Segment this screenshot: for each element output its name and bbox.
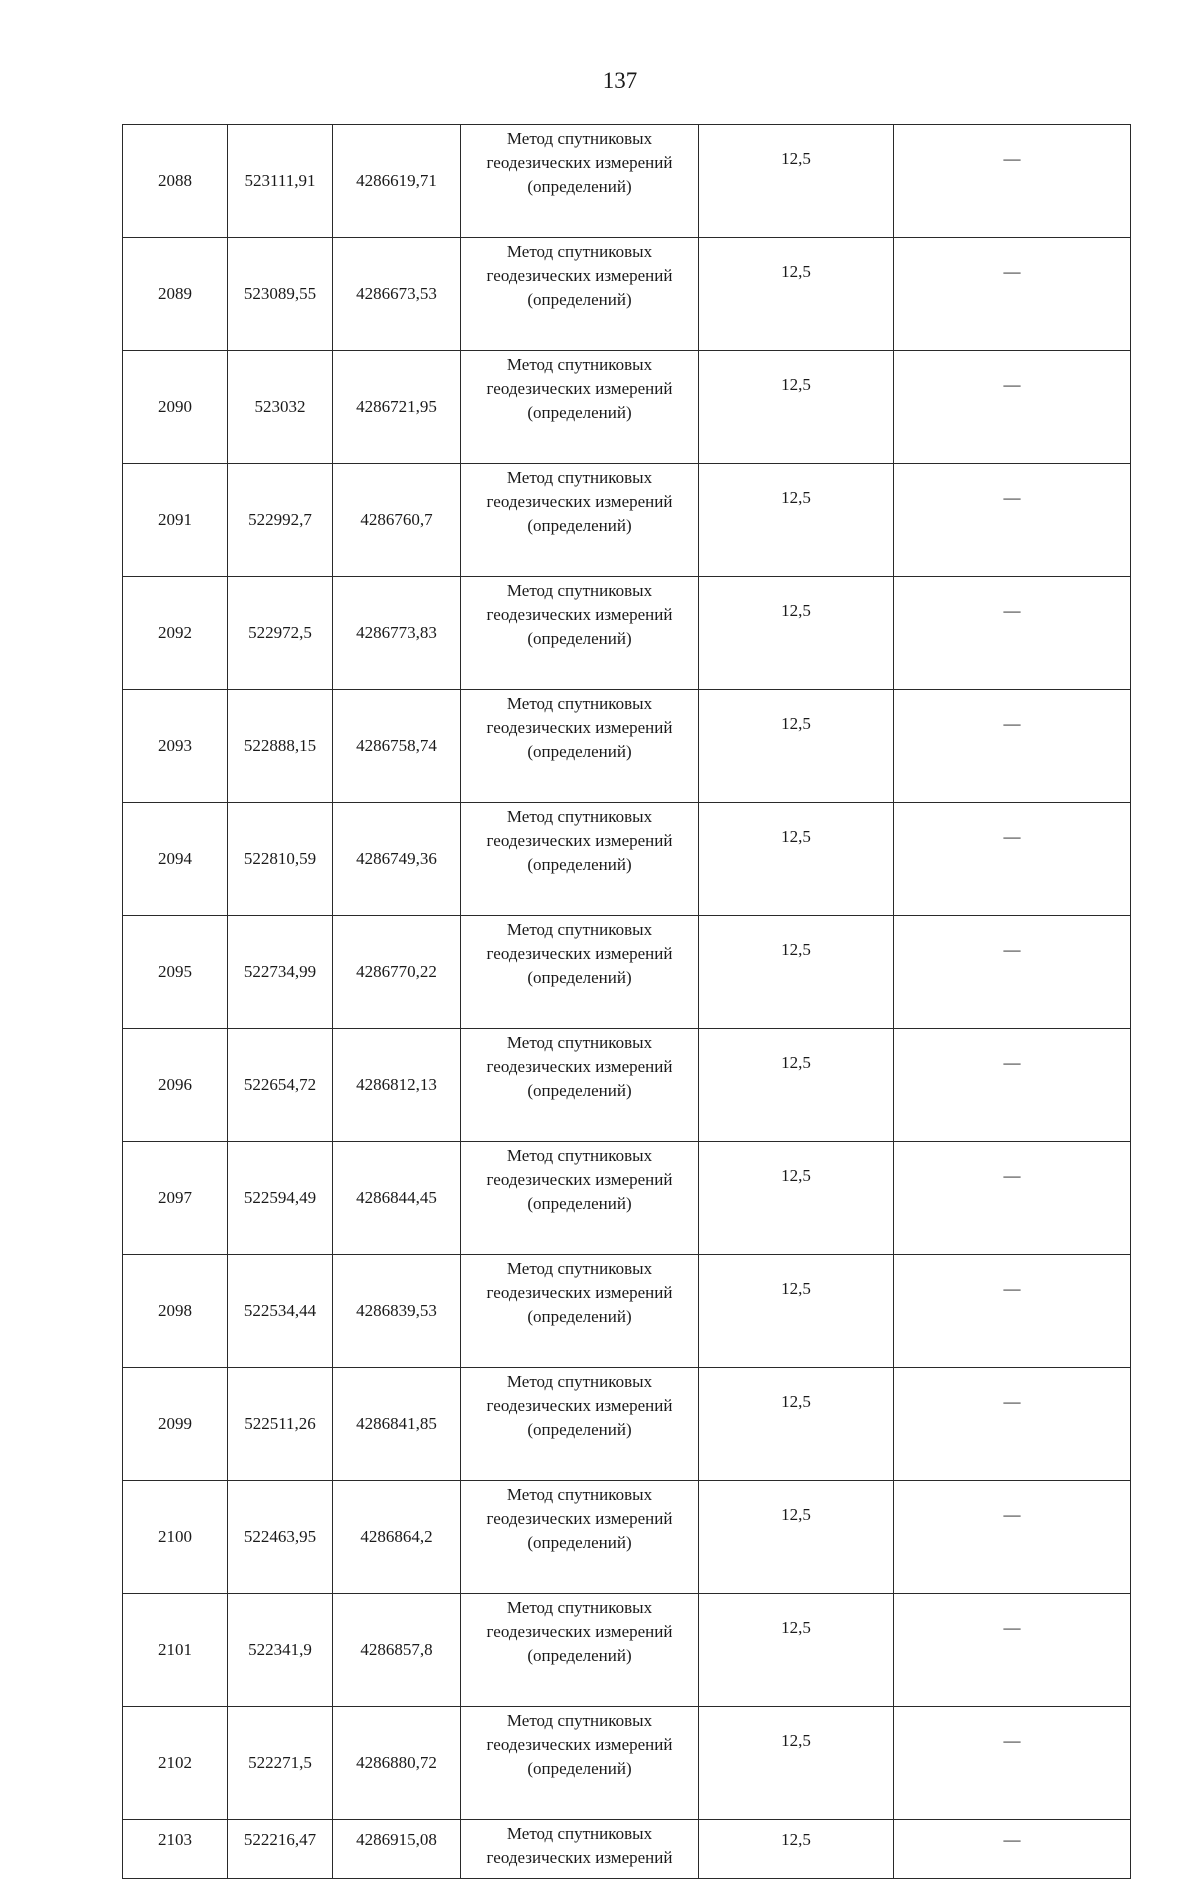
remark-dash: — [894,464,1131,577]
table-row [123,916,1131,1029]
remark-dash: — [894,1142,1131,1255]
remark-dash: — [894,1820,1131,1879]
coordinate-x: 522654,72 [228,1029,333,1142]
coordinate-x: 522810,59 [228,803,333,916]
table-row [123,690,1131,803]
method-cell [461,577,699,690]
method-cell [461,1820,699,1879]
accuracy-value: 12,5 [699,1368,894,1481]
table-row [123,1594,1131,1707]
coordinate-y: 4286857,8 [333,1594,461,1707]
method-text: Метод спутниковых геодезических измерений (определений) [486,242,673,309]
point-number: 2092 [123,577,228,690]
accuracy-value: 12,5 [699,916,894,1029]
coordinate-y: 4286839,53 [333,1255,461,1368]
method-cell [461,238,699,351]
point-number: 2091 [123,464,228,577]
coordinate-y: 4286880,72 [333,1707,461,1820]
table-row [123,577,1131,690]
remark-dash: — [894,577,1131,690]
coordinate-y: 4286841,85 [333,1368,461,1481]
point-number: 2090 [123,351,228,464]
coordinate-x: 523111,91 [228,125,333,238]
coordinate-y: 4286812,13 [333,1029,461,1142]
method-cell [461,690,699,803]
coordinates-table [122,124,1131,1879]
coordinate-x: 522341,9 [228,1594,333,1707]
point-number: 2097 [123,1142,228,1255]
coordinate-x: 522534,44 [228,1255,333,1368]
coordinate-y: 4286770,22 [333,916,461,1029]
method-cell [461,1481,699,1594]
remark-dash: — [894,1481,1131,1594]
accuracy-value: 12,5 [699,464,894,577]
accuracy-value: 12,5 [699,690,894,803]
coordinate-x: 522271,5 [228,1707,333,1820]
remark-dash: — [894,690,1131,803]
table-row [123,1707,1131,1820]
coordinate-x: 522888,15 [228,690,333,803]
coordinate-x: 522216,47 [228,1820,333,1879]
method-text: Метод спутниковых геодезических измерений (определений) [486,807,673,874]
accuracy-value: 12,5 [699,1481,894,1594]
table-row [123,1029,1131,1142]
remark-dash: — [894,351,1131,464]
coordinate-x: 522734,99 [228,916,333,1029]
method-cell [461,1029,699,1142]
method-text: Метод спутниковых геодезических измерений (определений) [486,129,673,196]
method-text: Метод спутниковых геодезических измерений (определений) [486,581,673,648]
method-cell [461,351,699,464]
accuracy-value: 12,5 [699,351,894,464]
table-row [123,1142,1131,1255]
method-text: Метод спутниковых геодезических измерений (определений) [486,920,673,987]
method-cell [461,1368,699,1481]
remark-dash: — [894,1368,1131,1481]
method-text: Метод спутниковых геодезических измерений (определений) [486,1146,673,1213]
coordinate-x: 522972,5 [228,577,333,690]
accuracy-value: 12,5 [699,238,894,351]
coordinate-y: 4286773,83 [333,577,461,690]
remark-dash: — [894,803,1131,916]
point-number: 2095 [123,916,228,1029]
method-text: Метод спутниковых геодезических измерений (определений) [486,1598,673,1665]
accuracy-value: 12,5 [699,577,894,690]
coordinate-y: 4286844,45 [333,1142,461,1255]
method-text: Метод спутниковых геодезических измерений (определений) [486,694,673,761]
coordinate-x: 522463,95 [228,1481,333,1594]
method-cell [461,1707,699,1820]
method-text: Метод спутниковых геодезических измерений (определений) [486,355,673,422]
accuracy-value: 12,5 [699,1029,894,1142]
coordinate-x: 523089,55 [228,238,333,351]
table-row [123,1481,1131,1594]
coordinate-x: 522511,26 [228,1368,333,1481]
method-cell [461,803,699,916]
point-number: 2096 [123,1029,228,1142]
accuracy-value: 12,5 [699,1707,894,1820]
remark-dash: — [894,238,1131,351]
coordinate-y: 4286758,74 [333,690,461,803]
point-number: 2093 [123,690,228,803]
coordinate-y: 4286915,08 [333,1820,461,1879]
method-cell [461,1142,699,1255]
point-number: 2098 [123,1255,228,1368]
point-number: 2103 [123,1820,228,1879]
method-text: Метод спутниковых геодезических измерений [486,1824,673,1867]
point-number: 2099 [123,1368,228,1481]
table-row [123,464,1131,577]
coordinate-y: 4286673,53 [333,238,461,351]
table-row [123,1820,1131,1879]
accuracy-value: 12,5 [699,125,894,238]
remark-dash: — [894,1029,1131,1142]
method-text: Метод спутниковых геодезических измерений (определений) [486,1711,673,1778]
remark-dash: — [894,1707,1131,1820]
table-row [123,803,1131,916]
remark-dash: — [894,916,1131,1029]
remark-dash: — [894,1255,1131,1368]
point-number: 2101 [123,1594,228,1707]
coordinates-table-body [123,125,1131,1879]
remark-dash: — [894,125,1131,238]
method-cell [461,1594,699,1707]
method-cell [461,916,699,1029]
table-row [123,351,1131,464]
point-number: 2102 [123,1707,228,1820]
table-row [123,1368,1131,1481]
accuracy-value: 12,5 [699,1594,894,1707]
coordinate-y: 4286864,2 [333,1481,461,1594]
method-text: Метод спутниковых геодезических измерений (определений) [486,1033,673,1100]
point-number: 2094 [123,803,228,916]
accuracy-value: 12,5 [699,1820,894,1879]
coordinate-y: 4286760,7 [333,464,461,577]
method-cell [461,125,699,238]
coordinate-y: 4286619,71 [333,125,461,238]
method-text: Метод спутниковых геодезических измерений (определений) [486,468,673,535]
coordinate-y: 4286721,95 [333,351,461,464]
coordinate-x: 522594,49 [228,1142,333,1255]
page-number: 137 [602,68,638,93]
accuracy-value: 12,5 [699,1255,894,1368]
accuracy-value: 12,5 [699,803,894,916]
method-cell [461,1255,699,1368]
coordinate-y: 4286749,36 [333,803,461,916]
remark-dash: — [894,1594,1131,1707]
coordinate-x: 523032 [228,351,333,464]
accuracy-value: 12,5 [699,1142,894,1255]
table-row [123,125,1131,238]
table-row [123,1255,1131,1368]
method-cell [461,464,699,577]
method-text: Метод спутниковых геодезических измерений (определений) [486,1372,673,1439]
point-number: 2089 [123,238,228,351]
table-row [123,238,1131,351]
method-text: Метод спутниковых геодезических измерений (определений) [486,1485,673,1552]
point-number: 2100 [123,1481,228,1594]
point-number: 2088 [123,125,228,238]
coordinate-x: 522992,7 [228,464,333,577]
method-text: Метод спутниковых геодезических измерений (определений) [486,1259,673,1326]
